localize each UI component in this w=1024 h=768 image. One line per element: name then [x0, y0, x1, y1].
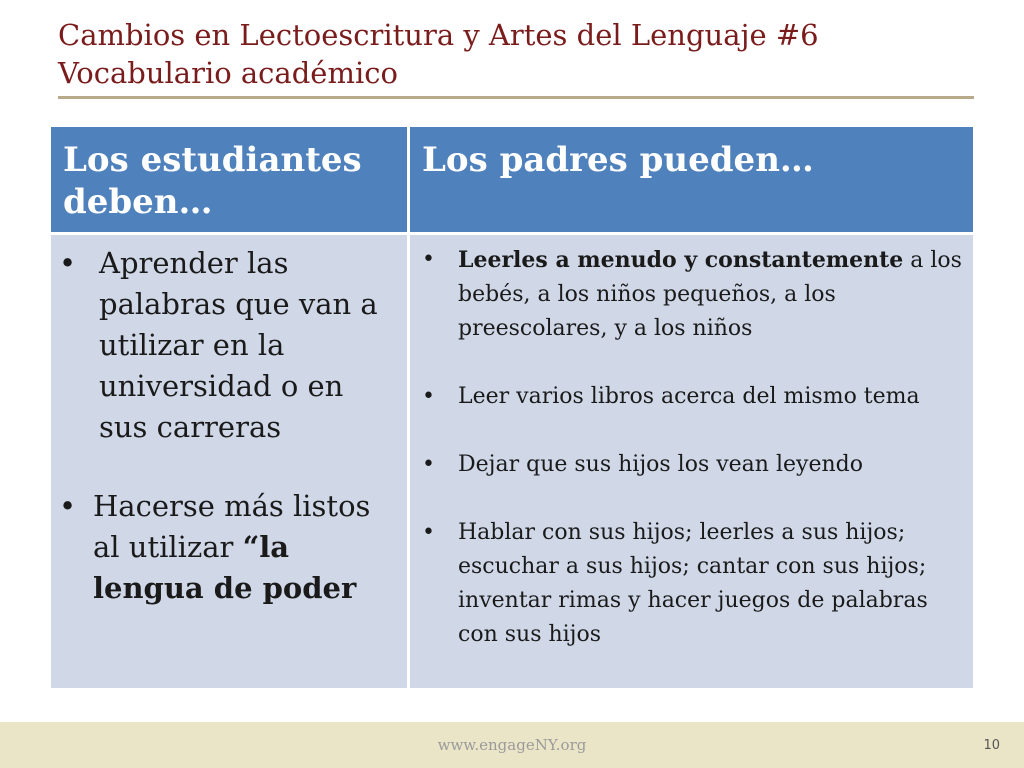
header-parents: Los padres pueden… — [410, 127, 973, 232]
slide-title-line1: Cambios en Lectoescritura y Artes del Lenguaje #6 — [58, 18, 819, 52]
list-item: • Dejar que sus hijos los vean leyendo — [420, 448, 965, 482]
students-cell — [51, 235, 407, 688]
slide-title-line2: Vocabulario académico — [58, 56, 398, 90]
list-item — [59, 486, 397, 609]
page-number: 10 — [983, 738, 1000, 753]
list-item-text: a los bebés, a los niños pequeños, a los preescolares, y a los niños — [458, 248, 962, 341]
list-item — [420, 243, 965, 346]
students-list — [51, 235, 407, 609]
header-students: Los estudiantes deben… — [51, 127, 407, 232]
parents-list — [410, 235, 973, 652]
comparison-table — [51, 127, 973, 688]
list-item-bold-text: Leerles a menudo y constantemente — [458, 247, 904, 273]
list-item: • Hablar con sus hijos; leerles a sus hijos; escuchar a sus hijos; cantar con sus hijos; inventar rimas y hacer juegos de palabras con sus hijos — [420, 516, 965, 652]
list-item: • Leer varios libros acerca del mismo tema — [420, 380, 965, 414]
list-item: • Aprender las palabras que van a utilizar en la universidad o en sus carreras — [59, 243, 397, 448]
list-item-bold-text: “la lengua de poder — [93, 530, 357, 605]
list-item-text: Hacerse más listos al utilizar — [93, 489, 371, 564]
parents-cell — [410, 235, 973, 688]
slide-title — [58, 16, 978, 92]
title-divider — [58, 96, 974, 99]
footer-url: www.engageNY.org — [437, 736, 587, 754]
